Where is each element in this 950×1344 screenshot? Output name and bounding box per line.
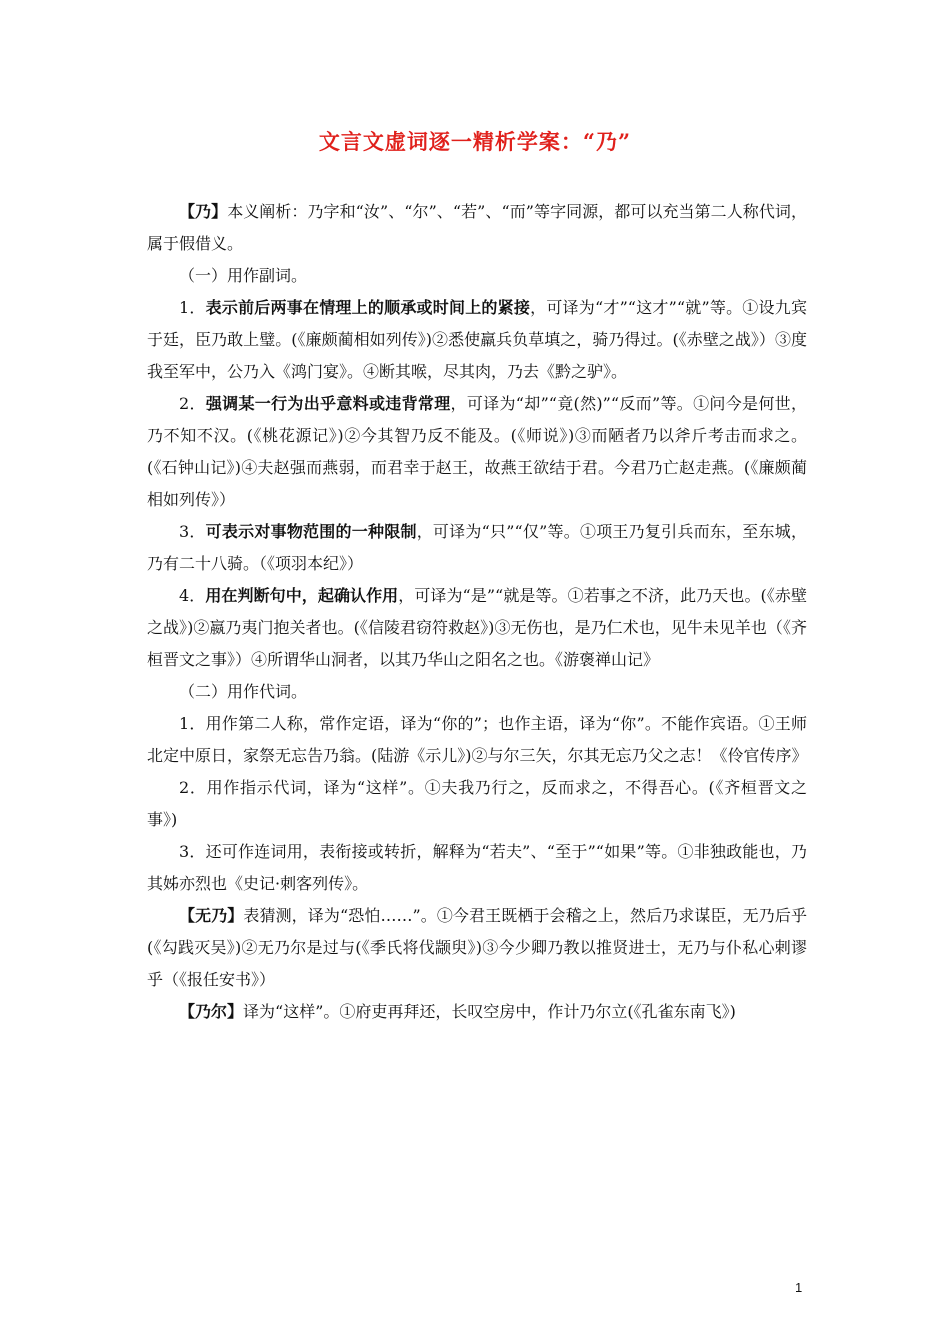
item-number: 2． [179, 394, 206, 413]
item-number: 4． [179, 586, 206, 605]
paragraph-text: ，可译为“才”“这才”“就”等。①设九宾于廷，臣乃敢上璧。(《廉颇蔺相如列传》)②悉使羸兵负草填之，骑乃得过。(《赤壁之战》）③度我至军中，公乃入《鸿门宴》。④断其喉，尽其肉，乃去《黔之驴》。 [147, 298, 807, 381]
term-label: 【无乃】 [179, 906, 244, 925]
item-number: 1． [179, 298, 206, 317]
key-point: 强调某一行为出乎意料或违背常理 [205, 394, 451, 413]
paragraph-adverb-3 [147, 516, 807, 580]
page-title: 文言文虚词逐一精析学案：“乃” [318, 129, 632, 154]
term-label: 【乃】 [179, 202, 228, 221]
paragraph-text: 表猜测，译为“恐怕……”。①今君王既栖于会稽之上，然后乃求谋臣，无乃后乎(《勾践灭吴》)②无乃尔是过与(《季氏将伐颛臾》)③今少卿乃教以推贤进士，无乃与仆私心剌谬乎（《报任安书》） [147, 906, 807, 989]
key-point: 可表示对事物范围的一种限制 [205, 522, 417, 541]
section-heading-pronoun [147, 676, 807, 708]
item-number: 2． [179, 778, 207, 797]
item-number: 1． [179, 714, 206, 733]
paragraph-pronoun-2 [147, 772, 807, 836]
paragraph-text: ，可译为“只”“仅”等。①项王乃复引兵而东，至东城，乃有二十八骑。（《项羽本纪》） [147, 522, 807, 573]
section-heading: （一）用作副词。 [179, 266, 308, 285]
paragraph-text: 用作指示代词，译为“这样”。①夫我乃行之，反而求之，不得吾心。(《齐桓晋文之事》) [147, 778, 807, 829]
item-number: 3． [179, 522, 206, 541]
key-point: 用在判断句中，起确认作用 [205, 586, 399, 605]
paragraph-adverb-4 [147, 580, 807, 676]
paragraph-text: 译为“这样”。①府吏再拜还，长叹空房中，作计乃尔立(《孔雀东南飞》) [243, 1002, 736, 1021]
key-point: 表示前后两事在情理上的顺承或时间上的紧接 [205, 298, 531, 317]
term-label: 【乃尔】 [179, 1002, 244, 1021]
section-heading-adverb [147, 260, 807, 292]
item-number: 3． [179, 842, 206, 861]
paragraph-pronoun-3 [147, 836, 807, 900]
paragraph-text: ，可译为“是”“就是等。①若事之不济，此乃天也。(《赤壁之战》)②嬴乃夷门抱关者也。(《信陵君窃符救赵》)③无伤也，是乃仁术也，见牛未见羊也（《齐桓晋文之事》）④所谓华山洞者，以其乃华山之阳名之也。《游褒禅山记》 [147, 586, 807, 669]
paragraph-naier [147, 996, 807, 1028]
paragraph-text: ，可译为“却”“竟(然)”“反而”等。①问今是何世，乃不知不汉。(《桃花源记》)②今其智乃反不能及。(《师说》)③而陋者乃以斧斤考击而求之。(《石钟山记》)④夫赵强而燕弱，而君幸于赵王，故燕王欲结于君。今君乃亡赵走燕。(《廉颇蔺相如列传》） [147, 394, 807, 509]
paragraph-wunai [147, 900, 807, 996]
document-body [147, 196, 807, 1028]
page-number: 1 [795, 1280, 803, 1295]
paragraph-text: 还可作连词用，表衔接或转折，解释为“若夫”、“至于”“如果”等。①非独政能也，乃其姊亦烈也《史记·刺客列传》。 [147, 842, 807, 893]
paragraph-intro [147, 196, 807, 260]
paragraph-adverb-2 [147, 388, 807, 516]
paragraph-text: 用作第二人称，常作定语，译为“你的”；也作主语，译为“你”。不能作宾语。①王师北定中原日，家祭无忘告乃翁。(陆游《示儿》)②与尔三矢，尔其无忘乃父之志！《伶官传序》 [147, 714, 808, 765]
paragraph-pronoun-1 [147, 708, 807, 772]
section-heading: （二）用作代词。 [179, 682, 308, 701]
paragraph-text: 本义阐析：乃字和“汝”、“尔”、“若”、“而”等字同源，都可以充当第二人称代词，属于假借义。 [147, 202, 807, 253]
paragraph-adverb-1 [147, 292, 807, 388]
